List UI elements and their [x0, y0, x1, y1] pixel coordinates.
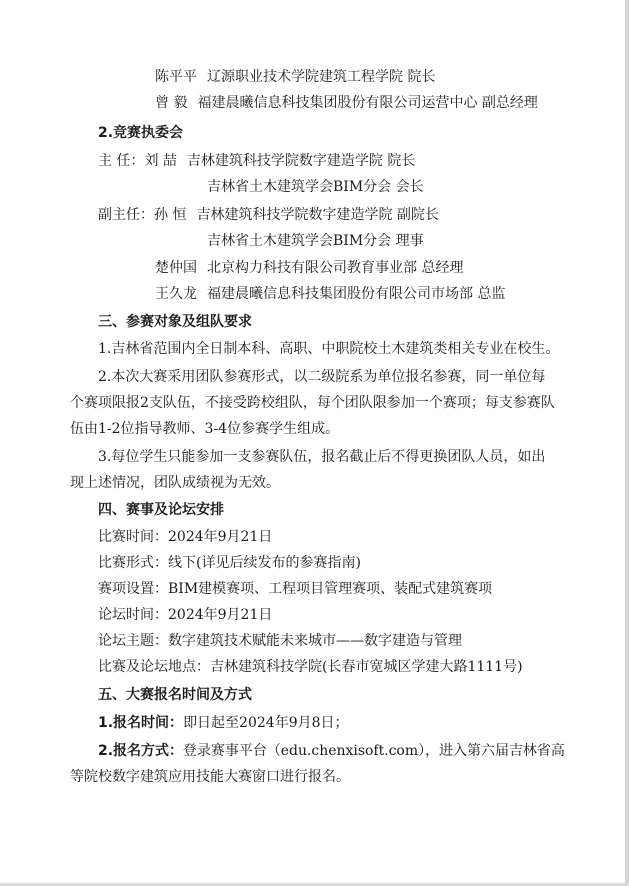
registration-method-cont: 等院校数字建筑应用技能大赛窗口进行报名。	[70, 769, 350, 785]
director-affiliation: 吉林建筑科技学院数字建造学院 院长	[186, 153, 416, 169]
section3-paragraph-2-line: 个赛项限报2支队伍，不接受跨校组队，每个团队限参加一个赛项；每支参赛队	[70, 395, 555, 411]
member-row	[155, 94, 538, 112]
registration-time-value: 即日起至2024年9月8日；	[183, 715, 349, 731]
member-name: 陈平平	[155, 69, 197, 85]
section3-heading: 三、参赛对象及组队要求	[98, 314, 252, 330]
vice-director-affiliation: 吉林建筑科技学院数字建造学院 副院长	[196, 207, 439, 223]
registration-time-label: 1.报名时间：	[98, 715, 184, 731]
schedule-item: 比赛形式：线下(详见后续发布的参赛指南)	[98, 555, 361, 571]
schedule-item: 比赛及论坛地点：吉林建筑科技学院(长春市宽城区学建大路1111号)	[98, 659, 523, 675]
section3-paragraph-1: 1.吉林省范围内全日制本科、高职、中职院校土木建筑类相关专业在校生。	[98, 341, 560, 357]
vice-director-affiliation-2: 吉林省土木建筑学会BIM分会 理事	[207, 233, 424, 249]
member-row	[155, 285, 505, 303]
registration-method	[98, 742, 565, 760]
vice-director-name: 孙 恒	[154, 207, 187, 223]
schedule-item: 赛项设置：BIM建模赛项、工程项目管理赛项、装配式建筑赛项	[98, 581, 493, 597]
section3-paragraph-3-line: 现上述情况，团队成绩视为无效。	[70, 475, 280, 491]
member-name: 曾 毅	[155, 95, 188, 111]
director-label: 主 任：	[98, 153, 145, 169]
member-name: 楚仲国	[155, 260, 197, 276]
vice-director-label: 副主任：	[98, 207, 154, 223]
registration-method-label: 2.报名方式：	[98, 743, 183, 759]
member-affiliation: 辽源职业技术学院建筑工程学院 院长	[207, 69, 436, 85]
page-edge-right	[625, 0, 629, 886]
member-name: 王久龙	[155, 286, 197, 302]
registration-time	[98, 714, 349, 732]
schedule-item: 论坛主题：数字建筑技术赋能未来城市——数字建造与管理	[98, 633, 462, 649]
director-name: 刘 喆	[144, 153, 177, 169]
registration-method-value: 登录赛事平台（edu.chenxisoft.com），进入第六届吉林省高	[182, 743, 565, 759]
section3-paragraph-2-line: 2.本次大赛采用团队参赛形式，以二级院系为单位报名参赛，同一单位每	[98, 369, 546, 385]
schedule-item: 论坛时间：2024年9月21日	[98, 607, 273, 623]
member-affiliation: 北京构力科技有限公司教育事业部 总经理	[207, 260, 464, 276]
member-row	[155, 259, 463, 277]
section5-heading: 五、大赛报名时间及方式	[98, 687, 252, 703]
member-row	[155, 68, 435, 86]
exec-committee-heading: 2.竞赛执委会	[98, 125, 184, 141]
member-affiliation: 福建晨曦信息科技集团股份有限公司运营中心 副总经理	[197, 95, 538, 111]
member-affiliation: 福建晨曦信息科技集团股份有限公司市场部 总监	[207, 286, 506, 302]
section4-heading: 四、赛事及论坛安排	[98, 502, 224, 518]
vice-director-row	[98, 206, 439, 224]
schedule-item: 比赛时间：2024年9月21日	[98, 529, 273, 545]
director-row	[98, 152, 415, 170]
director-affiliation-2: 吉林省土木建筑学会BIM分会 会长	[207, 179, 424, 195]
section3-paragraph-2-line: 伍由1-2位指导教师、3-4位参赛学生组成。	[70, 421, 340, 437]
section3-paragraph-3-line: 3.每位学生只能参加一支参赛队伍，报名截止后不得更换团队人员，如出	[98, 449, 546, 465]
